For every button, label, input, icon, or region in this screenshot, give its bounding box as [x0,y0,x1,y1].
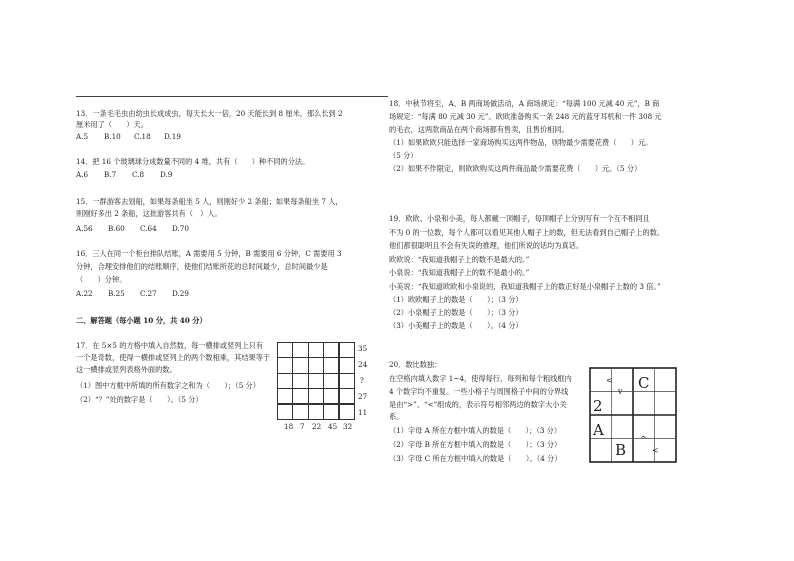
grid-cell [277,404,293,420]
q15-option-a: A.56 [76,224,93,233]
row-label: 35 [358,344,368,353]
digit-2: 2 [593,397,603,415]
grid-cell [292,404,308,420]
q17-sub1: （1）图中方框中所填的所有数字之和为（ ）；（5 分） [76,381,260,390]
grid-cell [292,357,308,373]
q18-sub1: （1）如果欧欧只能选择一家商场购买这两件物品，则物最少需要花费（ ）元。 [389,138,653,147]
q20-sub2: （2）字母 B 所在方框中填入的数是（ ）；（3 分） [389,440,562,449]
grid-cell [277,388,293,404]
q14-option-c: C.8 [132,170,145,179]
q14-text-line1: 14．把 16 个玻璃球分成数量不同的 4 堆，共有（ ）种不同的分法。 [76,157,310,166]
letter-a: A [593,421,604,439]
q18-sub1-score: （5 分） [389,151,418,160]
q20-text-line1: 在空格内填入数字 1~4，使得每行、每列和每个粗线框内 [389,374,572,383]
less-than-sign: < [606,376,613,385]
grid-cell [292,388,308,404]
down-sign: v [618,387,623,396]
grid-cell [292,342,308,358]
grid-cell [323,342,339,358]
grid-cell [323,357,339,373]
q16-text-line2: 分钟，合理安排他们的结账顺序，使他们结账所花的总时间最少，总时间最少是 [76,262,328,271]
q14-option-b: B.7 [104,170,117,179]
q13-text-line2: 厘米用了（ ）天。 [76,120,148,129]
less-than-sign: < [652,446,659,455]
q19-text-line5: 小泉说：“我知道我帽子上的数不是最小的。” [389,268,530,277]
q20-sub3: （3）字母 C 所在方框中填入的数是（ ）。（4 分） [389,454,562,463]
q19-text-line6: 小美说：“我知道欧欧和小泉说的，我知道我帽子上的数正好是小泉帽子上数的 3 倍。” [389,282,661,291]
grid-cell [292,373,308,389]
q16-option-c: C.27 [140,289,157,298]
q13-option-a: A.5 [76,132,89,141]
q15-text-line1: 15．一群游客去划船，如果每条船坐 5 人，则刚好少 2 条船；如果每条船坐 7 人， [76,197,343,206]
row-label: 11 [358,408,368,417]
row-label: ? [360,376,364,385]
grid-cell [339,373,355,389]
grid-cell [339,357,355,373]
q20-text-line3: 是由“>”、“<”组成的，表示符号相邻两边的数字大小关 [389,400,567,409]
col-label: 18 [284,422,294,431]
grid-cell [308,404,324,420]
row-label: 24 [358,360,368,369]
letter-b: B [615,441,627,459]
q20-sudoku-grid [589,367,677,463]
grid-cell [339,388,355,404]
q13-option-c: C.18 [134,132,151,141]
q16-option-b: B.25 [108,289,125,298]
row-label: 27 [358,392,368,401]
q16-text-line1: 16．三人在同一个柜台排队结账，A 需要用 5 分钟，B 需要用 6 分钟，C 需要用 3 [76,249,342,258]
q19-text-line2: 不为 0 的一位数，每个人都可以看见其他人帽子上的数，但无法看到自己帽子上的数。 [389,228,665,237]
q13-option-d: D.19 [164,132,181,141]
grid-cell [323,373,339,389]
q19-text-line1: 19．欧欧、小泉和小美，每人都戴一顶帽子，每顶帽子上分别写有一个互不相同且 [389,214,650,223]
q20-title: 20．数比数独： [389,360,442,369]
grid-cell [277,357,293,373]
q17-text-line1: 17．在 5×5 的方格中填入自然数，每一横排或竖列上只有 [76,341,264,350]
col-label: 22 [312,422,322,431]
top-rule [76,96,388,97]
grid-cell [323,388,339,404]
q15-option-b: B.60 [108,224,125,233]
q18-sub2: （2）如果不作限定，则欧欧购买这两件商品最少需要花费（ ）元。（5 分） [389,164,642,173]
q20-sub1: （1）字母 A 所在方框中填入的数是（ ）；（3 分） [389,426,562,435]
grid-cell [277,373,293,389]
up-sign: ^ [640,435,647,444]
q20-text-line4: 系。 [389,412,404,421]
grid-cell [339,404,355,420]
q14-option-d: D.9 [160,170,173,179]
col-label: 7 [300,422,305,431]
grid-cell [339,342,355,358]
q17-text-line2: 一个是奇数，使得一横排或竖列上的两个数相乘，其结果等于 [76,353,271,362]
q19-text-line4: 欧欧说：“我知道我帽子上的数不是最大的。” [389,255,530,264]
q17-sub2: （2）“？”处的数字是（ ）。（5 分） [76,395,203,404]
q19-sub3: （3）小美帽子上的数是（ ）。（4 分） [389,321,523,330]
grid-cell [308,373,324,389]
q15-option-d: D.70 [172,224,189,233]
q16-option-d: D.29 [172,289,189,298]
q19-sub1: （1）欧欧帽子上的数是（ ）；（3 分） [389,295,523,304]
q16-text-line3: （ ）分钟。 [76,275,127,284]
q15-option-c: C.64 [140,224,157,233]
grid-cell [308,342,324,358]
grid-cell [277,342,293,358]
q17-text-line3: 这一横排或竖列表格外面的数。 [76,365,177,374]
q20-text-line2: 4 个数字均不重复。一些小格子与周围格子中间的分界线 [389,387,569,396]
q16-option-a: A.22 [76,289,93,298]
q18-text-line1: 18．中秋节将至，A、B 两商场做活动，A 商场规定：“每满 100 元减 40 元”，B 商 [389,99,660,108]
q18-text-line3: 的毛衣，这两款商品在两个商场都有售卖，且售价相同。 [389,125,569,134]
grid-cell [308,388,324,404]
q19-sub2: （2）小泉帽子上的数是（ ）；（3 分） [389,308,523,317]
q13-text-line1: 13．一条毛毛虫由幼虫长成成虫，每天长大一倍，20 天能长到 8 厘米，那么长到 2 [76,109,343,118]
col-label: 32 [343,422,353,431]
q13-option-b: B.10 [104,132,121,141]
q14-option-a: A.6 [76,170,89,179]
grid-cell [308,357,324,373]
col-label: 45 [328,422,338,431]
letter-c: C [638,374,650,392]
q19-text-line3: 他们都很聪明且不会有失误的推理，他们所说的话均为真话。 [389,241,584,250]
q15-text-line2: 则刚好多出 2 条船，这批游客共有（ ）人。 [76,209,222,218]
grid-cell [323,404,339,420]
section-heading: 二、解答题（每小题 10 分，共 40 分） [76,316,207,325]
q18-text-line2: 场规定：“每满 80 元减 30 元”。欧欧准备购买一条 248 元的蓝牙耳机和一件 308 元 [389,112,662,121]
